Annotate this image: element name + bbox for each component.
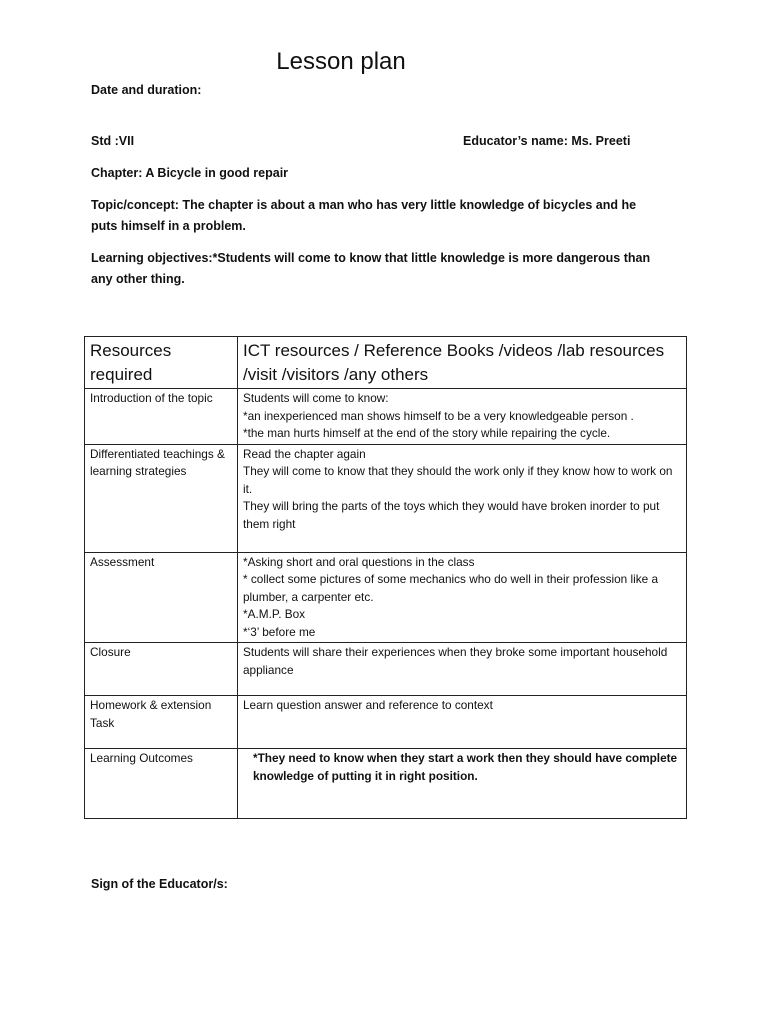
table-row (85, 552, 687, 643)
table-row (85, 643, 687, 696)
cell-line: *A.M.P. Box (243, 607, 306, 621)
cell-line: *an inexperienced man shows himself to be a very knowledgeable person . (243, 408, 634, 423)
cell-line: Students will come to know: (243, 391, 389, 405)
row-content-differentiated-teachings (238, 444, 687, 552)
topic-concept: Topic/concept: The chapter is about a man who has very little knowledge of bicycles and he puts himself in a problem. (91, 198, 637, 233)
page-title: Lesson plan (276, 48, 406, 75)
cell-line: * collect some pictures of some mechanics who do well in their profession like a plumber, a carpenter etc. (243, 572, 659, 604)
table-row (85, 389, 687, 445)
cell-line: They will come to know that they should the work only if they know how to work on it. (243, 464, 673, 496)
row-label-closure: Closure (85, 643, 238, 696)
cell-line: *the man hurts himself at the end of the story while repairing the cycle. (243, 426, 611, 440)
cell-line: Learn question answer and reference to context (243, 698, 493, 712)
row-label-assessment: Assessment (85, 552, 238, 643)
cell-line: Students will share their experiences when they broke some important household appliance (243, 645, 668, 677)
row-label-differentiated-teachings: Differentiated teachings & learning strategies (85, 444, 238, 552)
learning-objectives: Learning objectives:*Students will come to know that little knowledge is more dangerous than any other thing. (91, 251, 651, 286)
row-content-homework (238, 696, 687, 749)
row-content-assessment (238, 552, 687, 643)
header-resources-required: Resources required (85, 337, 238, 389)
cell-line: Read the chapter again (243, 446, 366, 461)
header-ict-resources: ICT resources / Reference Books /videos /lab resources /visit /visitors /any others (238, 337, 687, 389)
std-label: Std :VII (91, 134, 135, 148)
row-label-introduction: Introduction of the topic (85, 389, 238, 445)
date-duration-label: Date and duration: (91, 83, 202, 97)
educator-sign-label: Sign of the Educator/s: (91, 877, 228, 891)
educator-name: Educator’s name: Ms. Preeti (463, 134, 631, 148)
cell-line: They will bring the parts of the toys which they would have broken inorder to put them right (243, 499, 660, 531)
table-row (85, 696, 687, 749)
cell-line: *They need to know when they start a work then they should have complete knowledge of putting it in right position. (253, 751, 678, 783)
cell-line: *Asking short and oral questions in the class (243, 554, 475, 569)
lesson-plan-table (84, 336, 687, 819)
row-label-learning-outcomes: Learning Outcomes (85, 749, 238, 819)
table-row (85, 749, 687, 819)
row-content-closure (238, 643, 687, 696)
table-header-row (85, 337, 687, 389)
row-content-introduction (238, 389, 687, 445)
cell-line: *‘3’ before me (243, 624, 316, 639)
chapter-label: Chapter: A Bicycle in good repair (91, 166, 289, 180)
row-label-homework: Homework & extension Task (85, 696, 238, 749)
row-content-learning-outcomes (238, 749, 687, 819)
table-row (85, 444, 687, 552)
